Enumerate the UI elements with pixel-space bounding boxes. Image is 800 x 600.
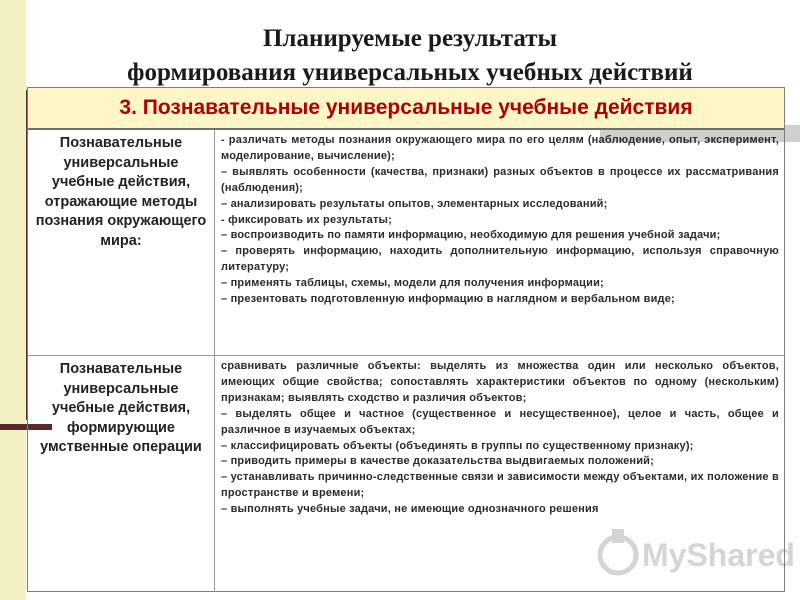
list-item: – воспроизводить по памяти информацию, необходимую для решения учебной задачи; — [221, 229, 721, 242]
list-item: сравнивать различные объекты: выделять из множества один или несколько объектов, имеющих общие свойства; сопоставлять характеристики объектов по одному (нескольким) признакам; выявлять сходство и различия объектов; — [221, 360, 779, 404]
list-item: – проверять информацию, находить дополнительную информацию, используя справочную литературу; — [221, 245, 779, 274]
results-table — [27, 87, 785, 592]
row-items — [221, 130, 779, 355]
table-row — [28, 356, 784, 592]
list-item: – выделять общее и частное (существенное и несущественное), целое и часть, общее и различное в изучаемых объектах; — [221, 407, 779, 436]
table-row — [28, 130, 784, 356]
table-header: 3. Познавательные универсальные учебные действия — [28, 88, 784, 130]
slide-title-line-1: Планируемые результаты — [262, 25, 557, 52]
row-label: Познавательные универсальные учебные действия, отражающие методы познания окружающего мира: — [28, 130, 215, 355]
list-item: – приводить примеры в качестве доказательства выдвигаемых положений; — [221, 455, 655, 468]
list-item: - фиксировать их результаты; — [221, 213, 392, 226]
slide-side-band — [0, 0, 26, 600]
list-item: – выполнять учебные задачи, не имеющие однозначного решения — [221, 503, 599, 516]
list-item: – выявлять особенности (качества, признаки) разных объектов в процессе их рассматривания (наблюдения); — [221, 165, 779, 194]
watermark-text: MyShared — [642, 537, 795, 573]
list-item: – презентовать подготовленную информацию в наглядном и вербальном виде; — [221, 293, 675, 306]
list-item: - различать методы познания окружающего мира по его целям (наблюдение, опыт, эксперимент, моделирование, вычисление); — [221, 134, 779, 162]
list-item: – устанавливать причинно-следственные связи и зависимости между объектами, их положение в пространстве и времени; — [221, 471, 779, 500]
row-items — [221, 356, 779, 592]
slide-title-line-2: формирования универсальных учебных действий — [127, 59, 693, 86]
row-label: Познавательные универсальные учебные действия, формирующие умственные операции — [28, 356, 215, 592]
list-item: – классифицировать объекты (объединять в группы по существенному признаку); — [221, 439, 694, 452]
list-item: – применять таблицы, схемы, модели для получения информации; — [221, 277, 604, 290]
slide-title — [40, 22, 780, 90]
list-item: – анализировать результаты опытов, элементарных исследований; — [221, 197, 608, 210]
